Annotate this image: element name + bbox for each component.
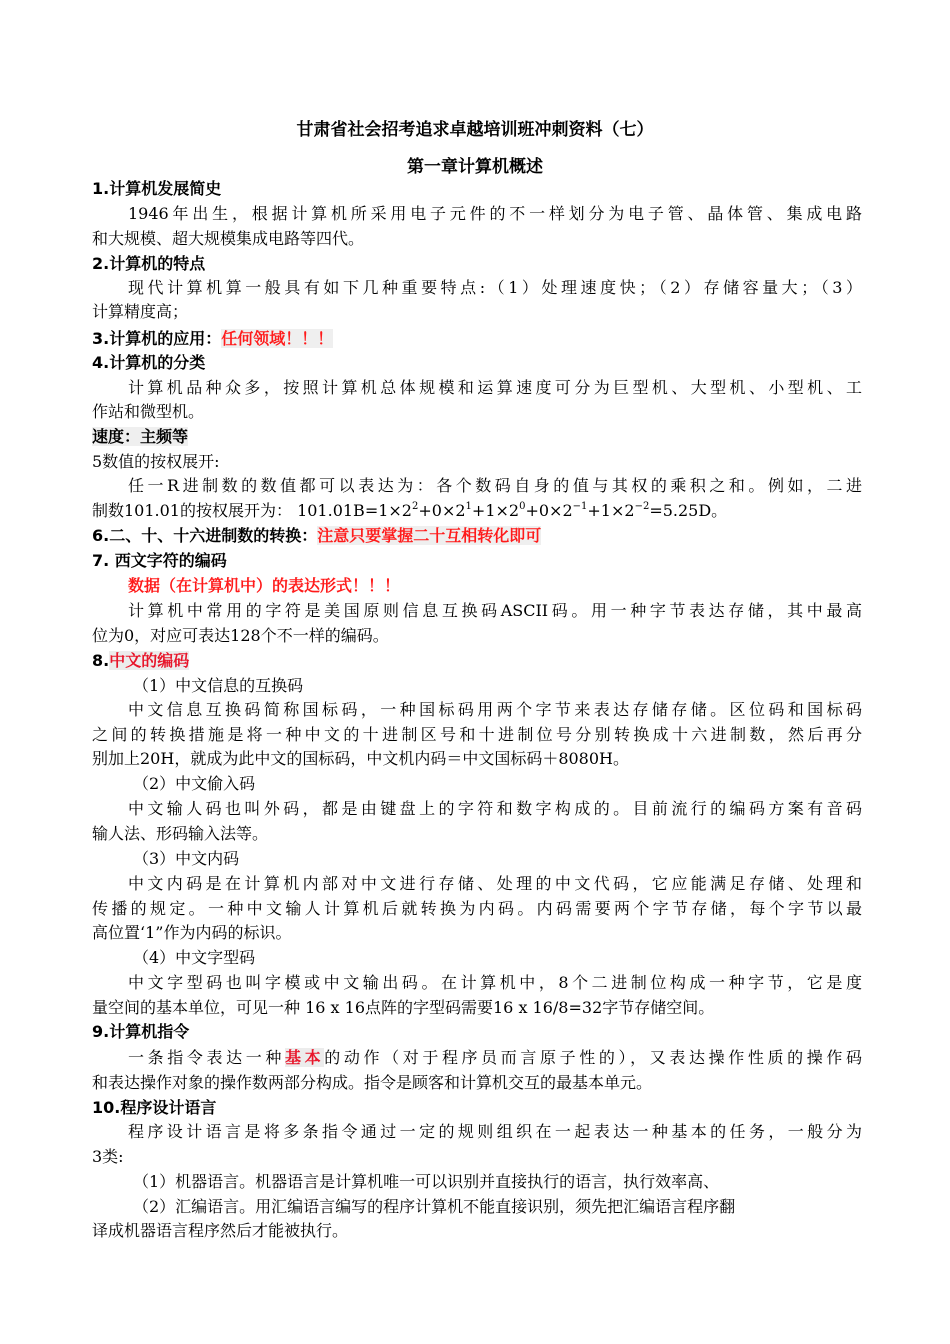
exponent-4: −1 xyxy=(572,501,588,512)
section-8-p3-line-2: 传播的规定。一种中文输人计算机后就转换为内码。内码需要两个字节存储，每个字节以最 xyxy=(92,899,862,918)
section-7-emphasis: 数据（在计算机中）的表达形式！！！ xyxy=(128,576,401,595)
section-9-text-b: 的动作（对于程序员而言原子性的），又表达操作性质的操作码 xyxy=(324,1048,862,1067)
section-4-heading: 4.计算机的分类 xyxy=(92,353,206,372)
section-8-p2-line-1: 中文输人码也叫外码，都是由键盘上的字符和数字构成的。目前流行的编码方案有音码 xyxy=(128,799,862,818)
section-4-note xyxy=(92,426,862,448)
section-5-heading: 5数值的按权展开: xyxy=(92,452,220,471)
section-8-number: 8. xyxy=(92,651,110,670)
section-8-sub-3: （3）中文内码 xyxy=(133,849,240,868)
section-5-line-1: 任一R进制数的数值都可以表达为：各个数码自身的值与其权的乘积之和。例如，二进 xyxy=(128,476,862,495)
speed-note: 速度：主频等 xyxy=(92,427,189,446)
expansion-text-6: =5.25D。 xyxy=(649,501,728,520)
document-title: 甘肃省社会招考追求卓越培训班冲刺资料（七） xyxy=(296,120,654,140)
section-10-line-1: 程序设计语言是将多条指令通过一定的规则组织在一起表达一种基本的任务，一般分为 xyxy=(128,1122,862,1141)
section-9-line-2: 和表达操作对象的操作数两部分构成。指令是顾客和计算机交互的最基本单元。 xyxy=(92,1073,653,1092)
section-1-line-2: 和大规模、超大规模集成电路等四代。 xyxy=(92,229,365,248)
section-10-line-2: 3类: xyxy=(92,1147,124,1166)
section-9-highlight: 基本 xyxy=(284,1048,325,1067)
chapter-title: 第一章计算机概述 xyxy=(407,157,543,177)
section-5-line-2 xyxy=(92,500,862,522)
section-2-line-2: 计算精度高； xyxy=(92,302,189,321)
exponent-2: 1 xyxy=(465,501,472,512)
section-7-heading: 7. 西文字符的编码 xyxy=(92,551,227,570)
section-8-p1-line-3: 别加上20H，就成为此中文的国标码，中文机内码＝中文国标码＋8080H。 xyxy=(92,749,629,768)
section-8-p4-line-2: 量空间的基本单位，可见一种 16 x 16点阵的字型码需要16 x 16/8=32字节存储空间。 xyxy=(92,998,715,1017)
section-8-p3-line-1: 中文内码是在计算机内部对中文进行存储、处理的中文代码，它应能满足存储、处理和 xyxy=(128,874,862,893)
expansion-text-3: +1×2 xyxy=(471,501,520,520)
section-8-title: 中文的编码 xyxy=(109,651,190,670)
section-4-line-2: 作站和微型机。 xyxy=(92,402,205,421)
section-8-heading xyxy=(92,650,862,672)
section-1-line-1: 1946年出生，根据计算机所采用电子元件的不一样划分为电子管、晶体管、集成电路 xyxy=(128,204,862,223)
section-3-label: 3.计算机的应用： xyxy=(92,329,222,348)
section-1-heading: 1.计算机发展简史 xyxy=(92,179,222,198)
section-9-text-a: 一条指令表达一种 xyxy=(128,1048,285,1067)
section-8-p2-line-2: 输人法、形码输入法等。 xyxy=(92,824,269,843)
section-10-item-2a: （2）汇编语言。用汇编语言编写的程序计算机不能直接识别，须先把汇编语言程序翻 xyxy=(133,1197,736,1216)
section-8-sub-4: （4）中文字型码 xyxy=(133,948,256,967)
section-3-emphasis: 任何领域！！！ xyxy=(221,329,334,348)
section-2-line-1: 现代计算机算一般具有如下几种重要特点:（1）处理速度快；（2）存储容量大；（3） xyxy=(128,278,862,297)
section-6-emphasis: 注意只要掌握二十互相转化即可 xyxy=(317,526,542,545)
section-6-heading xyxy=(92,525,862,547)
exponent-5: −2 xyxy=(634,501,650,512)
expansion-text-4: +0×2 xyxy=(525,501,573,520)
section-8-p3-line-3: 高位置‘1”作为内码的标识。 xyxy=(92,923,292,942)
section-7-line-2: 位为0，对应可表达128个不一样的编码。 xyxy=(92,626,389,645)
section-3-heading xyxy=(92,328,862,350)
section-8-p1-line-2: 之间的转换措施是将一种中文的十进制区号和十进制位号分别转换成十六进制数，然后再分 xyxy=(92,725,862,744)
exponent-1: 2 xyxy=(412,501,419,512)
expansion-text-2: +0×2 xyxy=(418,501,466,520)
section-9-heading: 9.计算机指令 xyxy=(92,1022,190,1041)
exponent-3: 0 xyxy=(519,501,526,512)
section-8-sub-2: （2）中文偷入码 xyxy=(133,774,256,793)
section-7-line-1: 计算机中常用的字符是美国原则信息互换码ASCII码。用一种字节表达存储，其中最高 xyxy=(128,601,862,620)
section-8-sub-1: （1）中文信息的互换码 xyxy=(133,676,304,695)
section-8-p1-line-1: 中文信息互换码简称国标码，一种国标码用两个字节来表达存储存储。区位码和国标码 xyxy=(128,700,862,719)
section-2-heading: 2.计算机的特点 xyxy=(92,254,206,273)
section-10-item-2b: 译成机器语言程序然后才能被执行。 xyxy=(92,1221,349,1240)
expansion-text-1: 制数101.01的按权展开为： 101.01B=1×2 xyxy=(92,501,412,520)
section-10-item-1: （1）机器语言。机器语言是计算机唯一可以识别并直接执行的语言，执行效率高、 xyxy=(133,1172,720,1191)
section-4-line-1: 计算机品种众多，按照计算机总体规模和运算速度可分为巨型机、大型机、小型机、工 xyxy=(128,378,862,397)
section-8-p4-line-1: 中文字型码也叫字模或中文输出码。在计算机中，8个二进制位构成一种字节，它是度 xyxy=(128,973,862,992)
section-10-heading: 10.程序设计语言 xyxy=(92,1098,217,1117)
section-6-label: 6.二、十、十六进制数的转换： xyxy=(92,526,318,545)
section-9-line-1 xyxy=(128,1047,862,1069)
expansion-text-5: +1×2 xyxy=(587,501,635,520)
